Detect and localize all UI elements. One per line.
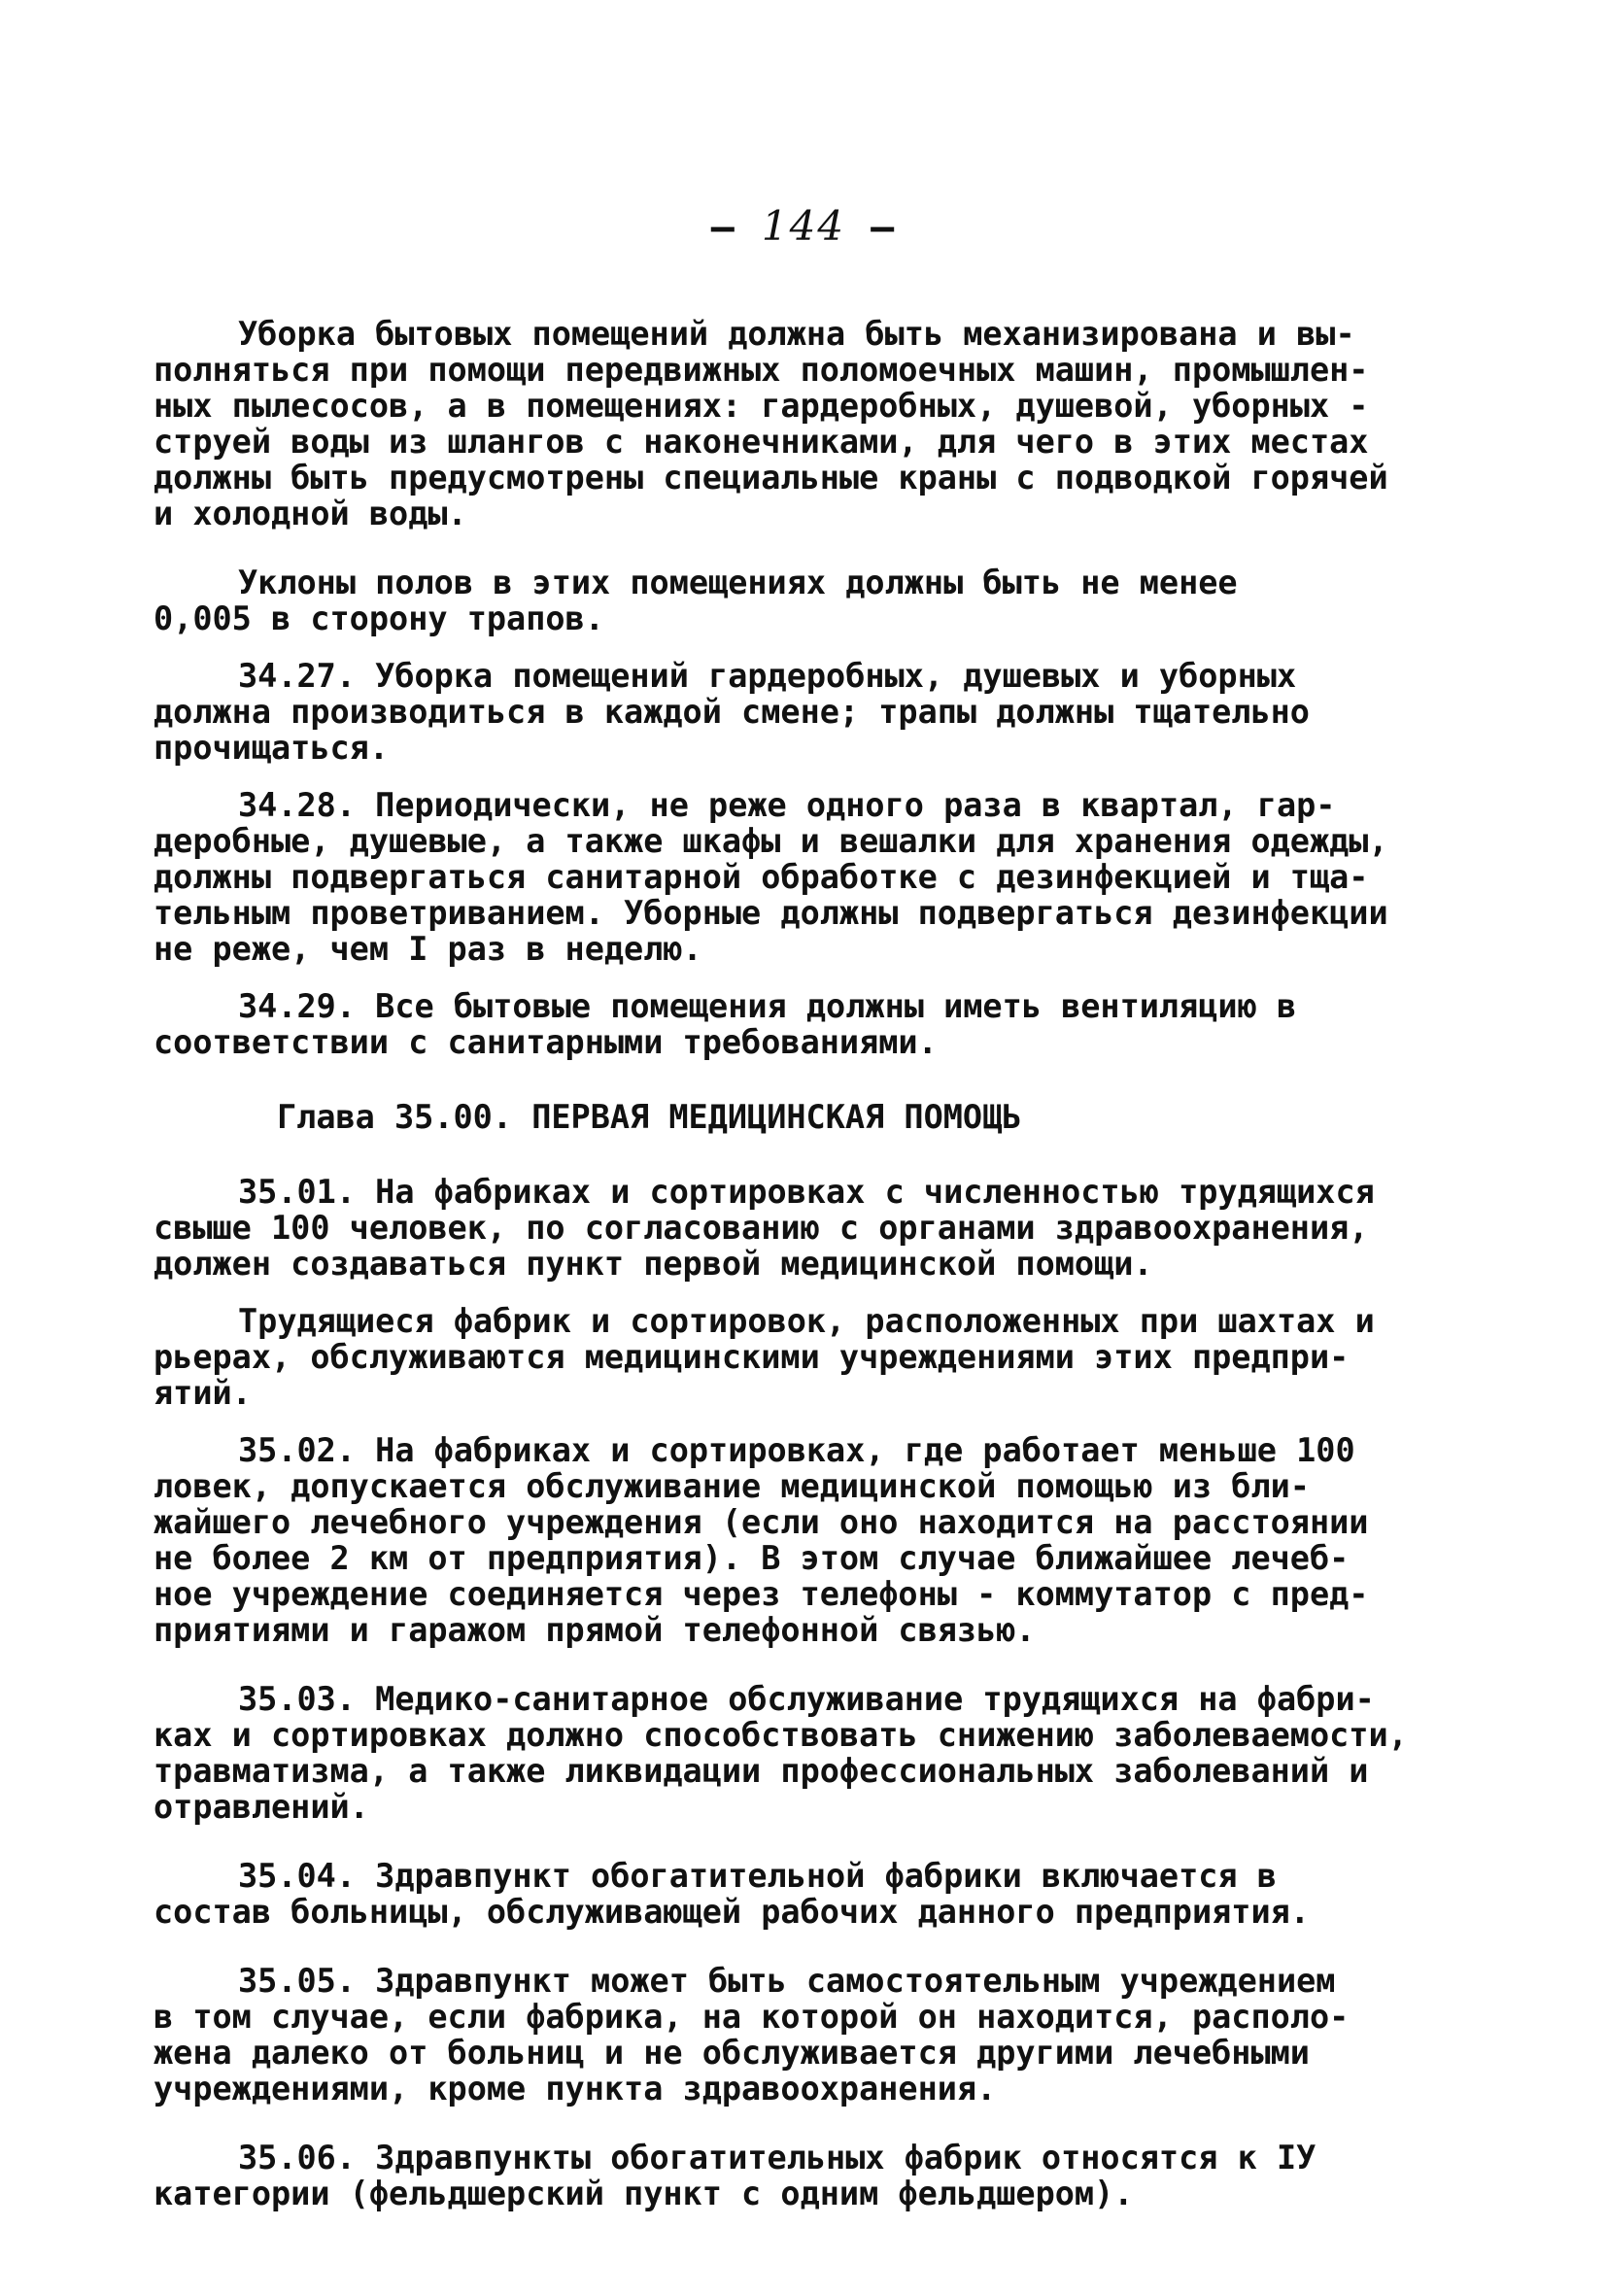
paragraph	[154, 658, 1446, 766]
section-35-text	[154, 1174, 1446, 2211]
paragraph	[154, 1432, 1446, 1648]
paragraph-line: деробные, душевые, а также шкафы и вешалки для хранения одежды,	[154, 822, 1388, 860]
paragraph-line: должны быть предусмотрены специальные краны с подводкой горячей	[154, 459, 1388, 497]
paragraph-line: должны подвергаться санитарной обработке с дезинфекцией и тща-	[154, 858, 1369, 896]
paragraph	[154, 1963, 1446, 2107]
paragraph-line: должна производиться в каждой смене; трапы должны тщательно	[154, 693, 1310, 731]
paragraph	[154, 787, 1446, 967]
paragraph-line: жайшего лечебного учреждения (если оно находится на расстоянии	[154, 1503, 1369, 1541]
paragraph-line: ятий.	[154, 1374, 252, 1412]
paragraph-line: 35.03. Медико-санитарное обслуживание трудящихся на фабри-	[238, 1680, 1375, 1718]
paragraph-line: ках и сортировках должно способствовать снижению заболеваемости,	[154, 1716, 1408, 1754]
paragraph-line: состав больницы, обслуживающей рабочих данного предприятия.	[154, 1893, 1310, 1931]
paragraph	[154, 988, 1446, 1060]
body-text	[154, 316, 1446, 2233]
paragraph-line: 35.06. Здравпункты обогатительных фабрик относятся к IУ	[238, 2139, 1316, 2176]
paragraph	[154, 2140, 1446, 2211]
paragraph-line: и холодной воды.	[154, 495, 467, 532]
chapter-heading: Глава 35.00. ПЕРВАЯ МЕДИЦИНСКАЯ ПОМОЩЬ	[277, 1098, 1022, 1136]
paragraph-line: травматизма, а также ликвидации профессиональных заболеваний и	[154, 1752, 1369, 1790]
page-number-prefix: –	[710, 205, 736, 250]
paragraph-line: отравлений.	[154, 1788, 369, 1826]
paragraph-line: учреждениями, кроме пункта здравоохранения.	[154, 2070, 997, 2108]
paragraph-line: 35.05. Здравпункт может быть самостоятельным учреждением	[238, 1962, 1336, 2000]
paragraph	[154, 1303, 1446, 1411]
paragraph-line: ловек, допускается обслуживание медицинской помощью из бли-	[154, 1467, 1310, 1505]
paragraph-line: струей воды из шлангов с наконечниками, для чего в этих местах	[154, 423, 1369, 461]
paragraph-line: 35.01. На фабриках и сортировках с численностью трудящихся	[238, 1173, 1375, 1211]
paragraph-line: не более 2 км от предприятия). В этом случае ближайшее лечеб-	[154, 1539, 1350, 1577]
page-number	[0, 202, 1607, 250]
paragraph-line: 35.02. На фабриках и сортировках, где работает меньше 100	[238, 1431, 1355, 1469]
paragraph-line: ное учреждение соединяется через телефоны - коммутатор с пред-	[154, 1575, 1369, 1613]
paragraph-line: рьерах, обслуживаются медицинскими учреждениями этих предпри-	[154, 1338, 1350, 1376]
paragraph-line: категории (фельдшерский пункт с одним фельдшером).	[154, 2175, 1134, 2212]
paragraph-line: 34.29. Все бытовые помещения должны иметь вентиляцию в	[238, 987, 1297, 1025]
paragraph-line: 34.27. Уборка помещений гардеробных, душевых и уборных	[238, 657, 1297, 695]
paragraph-line: полняться при помощи передвижных поломоечных машин, промышлен-	[154, 351, 1369, 389]
paragraph-line: приятиями и гаражом прямой телефонной связью.	[154, 1611, 1036, 1649]
paragraph-line: не реже, чем I раз в неделю.	[154, 930, 702, 968]
paragraph-line: ных пылесосов, а в помещениях: гардеробных, душевой, уборных -	[154, 387, 1369, 425]
paragraph	[154, 1681, 1446, 1825]
paragraph-line: 0,005 в сторону трапов.	[154, 600, 604, 637]
paragraph-line: Трудящиеся фабрик и сортировок, расположенных при шахтах и	[238, 1302, 1375, 1340]
paragraph-line: прочищаться.	[154, 729, 390, 767]
paragraph-line: жена далеко от больниц и не обслуживается другими лечебными	[154, 2034, 1310, 2072]
paragraph-line: Уборка бытовых помещений должна быть механизирована и вы-	[238, 315, 1355, 353]
paragraph-line: Уклоны полов в этих помещениях должны быть не менее	[238, 564, 1238, 601]
paragraph	[154, 1174, 1446, 1282]
paragraph-line: 35.04. Здравпункт обогатительной фабрики включается в	[238, 1857, 1277, 1895]
paragraph-line: свыше 100 человек, по согласованию с органами здравоохранения,	[154, 1209, 1369, 1247]
paragraph	[154, 565, 1446, 636]
section-34-text	[154, 316, 1446, 1060]
paragraph-line: должен создаваться пункт первой медицинской помощи.	[154, 1245, 1153, 1283]
paragraph-line: тельным проветриванием. Уборные должны подвергаться дезинфекции	[154, 894, 1388, 932]
paragraph-line: 34.28. Периодически, не реже одного раза в квартал, гар-	[238, 786, 1336, 824]
page-number-value: 144	[761, 202, 846, 250]
paragraph-line: в том случае, если фабрика, на которой он находится, располо-	[154, 1998, 1350, 2036]
page-number-suffix: –	[871, 205, 897, 250]
paragraph-line: соответствии с санитарными требованиями.	[154, 1023, 938, 1061]
paragraph	[154, 316, 1446, 531]
paragraph	[154, 1858, 1446, 1930]
